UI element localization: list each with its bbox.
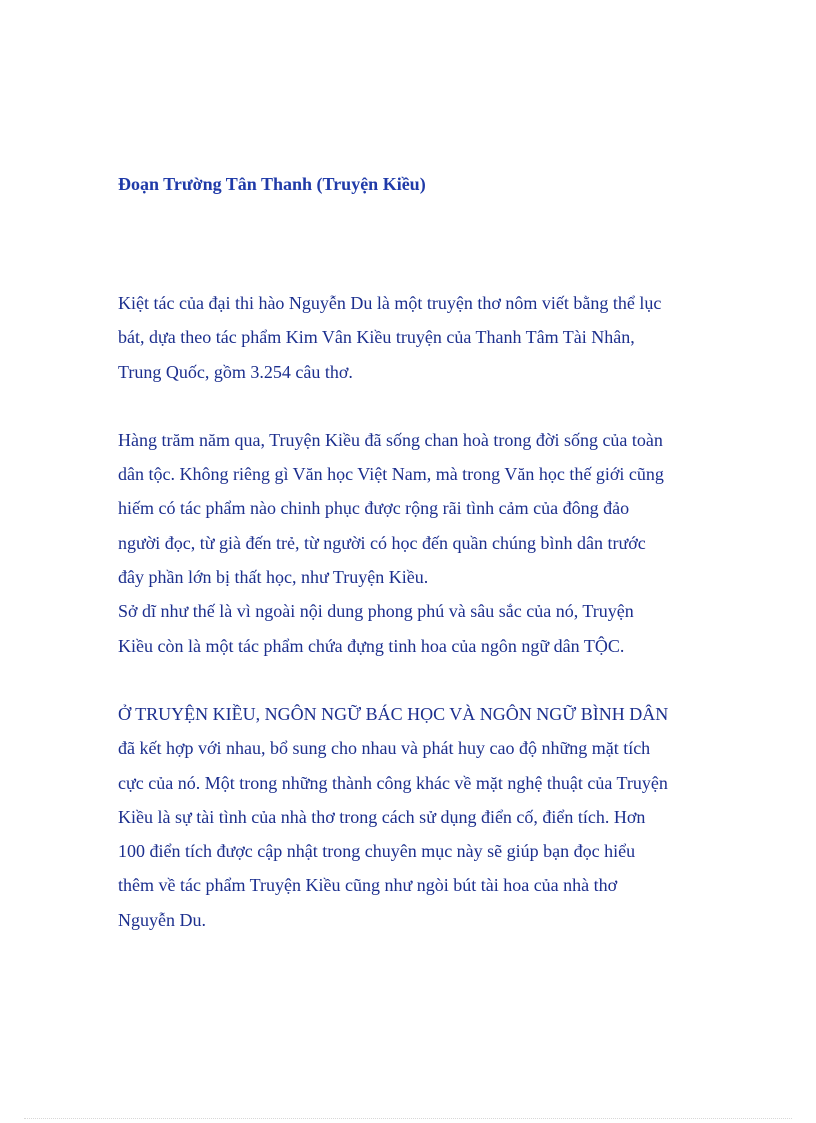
text-line: thêm về tác phẩm Truyện Kiều cũng như ngòi bút tài hoa của nhà thơ — [118, 875, 618, 896]
document-title: Đoạn Trường Tân Thanh (Truyện Kiều) — [118, 174, 426, 194]
text-line: Sở dĩ như thế là vì ngoài nội dung phong phú và sâu sắc của nó, Truyện — [118, 601, 634, 622]
text-line: Kiều còn là một tác phẩm chứa đựng tinh hoa của ngôn ngữ dân TỘC. — [118, 635, 625, 656]
text-line: Nguyễn Du. — [118, 909, 206, 930]
paragraph-popularity — [118, 423, 698, 594]
paragraph-language — [118, 697, 698, 937]
text-line: Kiều là sự tài tình của nhà thơ trong cách sử dụng điển cố, điển tích. Hơn — [118, 806, 646, 827]
text-line: bát, dựa theo tác phẩm Kim Vân Kiều truyện của Thanh Tâm Tài Nhân, — [118, 327, 635, 348]
paragraph-intro — [118, 286, 698, 389]
text-line: người đọc, từ già đến trẻ, từ người có học đến quần chúng bình dân trước — [118, 532, 646, 553]
text-line: Hàng trăm năm qua, Truyện Kiều đã sống chan hoà trong đời sống của toàn — [118, 429, 663, 450]
text-line: Kiệt tác của đại thi hào Nguyễn Du là một truyện thơ nôm viết bằng thể lục — [118, 293, 662, 313]
text-line: hiếm có tác phẩm nào chinh phục được rộng rãi tình cảm của đông đảo — [118, 498, 630, 519]
text-line: Ở TRUYỆN KIỀU, NGÔN NGỮ BÁC HỌC VÀ NGÔN NGỮ BÌNH DÂN — [118, 703, 669, 724]
text-line: dân tộc. Không riêng gì Văn học Việt Nam, mà trong Văn học thế giới cũng — [118, 464, 664, 485]
text-line: Trung Quốc, gồm 3.254 câu thơ. — [118, 361, 353, 382]
page-bottom-divider — [24, 1118, 792, 1119]
document-body — [118, 170, 698, 937]
text-line: cực của nó. Một trong những thành công khác về mặt nghệ thuật của Truyện — [118, 772, 668, 793]
text-line: đã kết hợp với nhau, bổ sung cho nhau và phát huy cao độ những mặt tích — [118, 738, 651, 759]
text-line: 100 điển tích được cập nhật trong chuyên mục này sẽ giúp bạn đọc hiểu — [118, 841, 636, 862]
paragraph-reason — [118, 594, 698, 663]
text-line: đây phần lớn bị thất học, như Truyện Kiều. — [118, 567, 429, 588]
